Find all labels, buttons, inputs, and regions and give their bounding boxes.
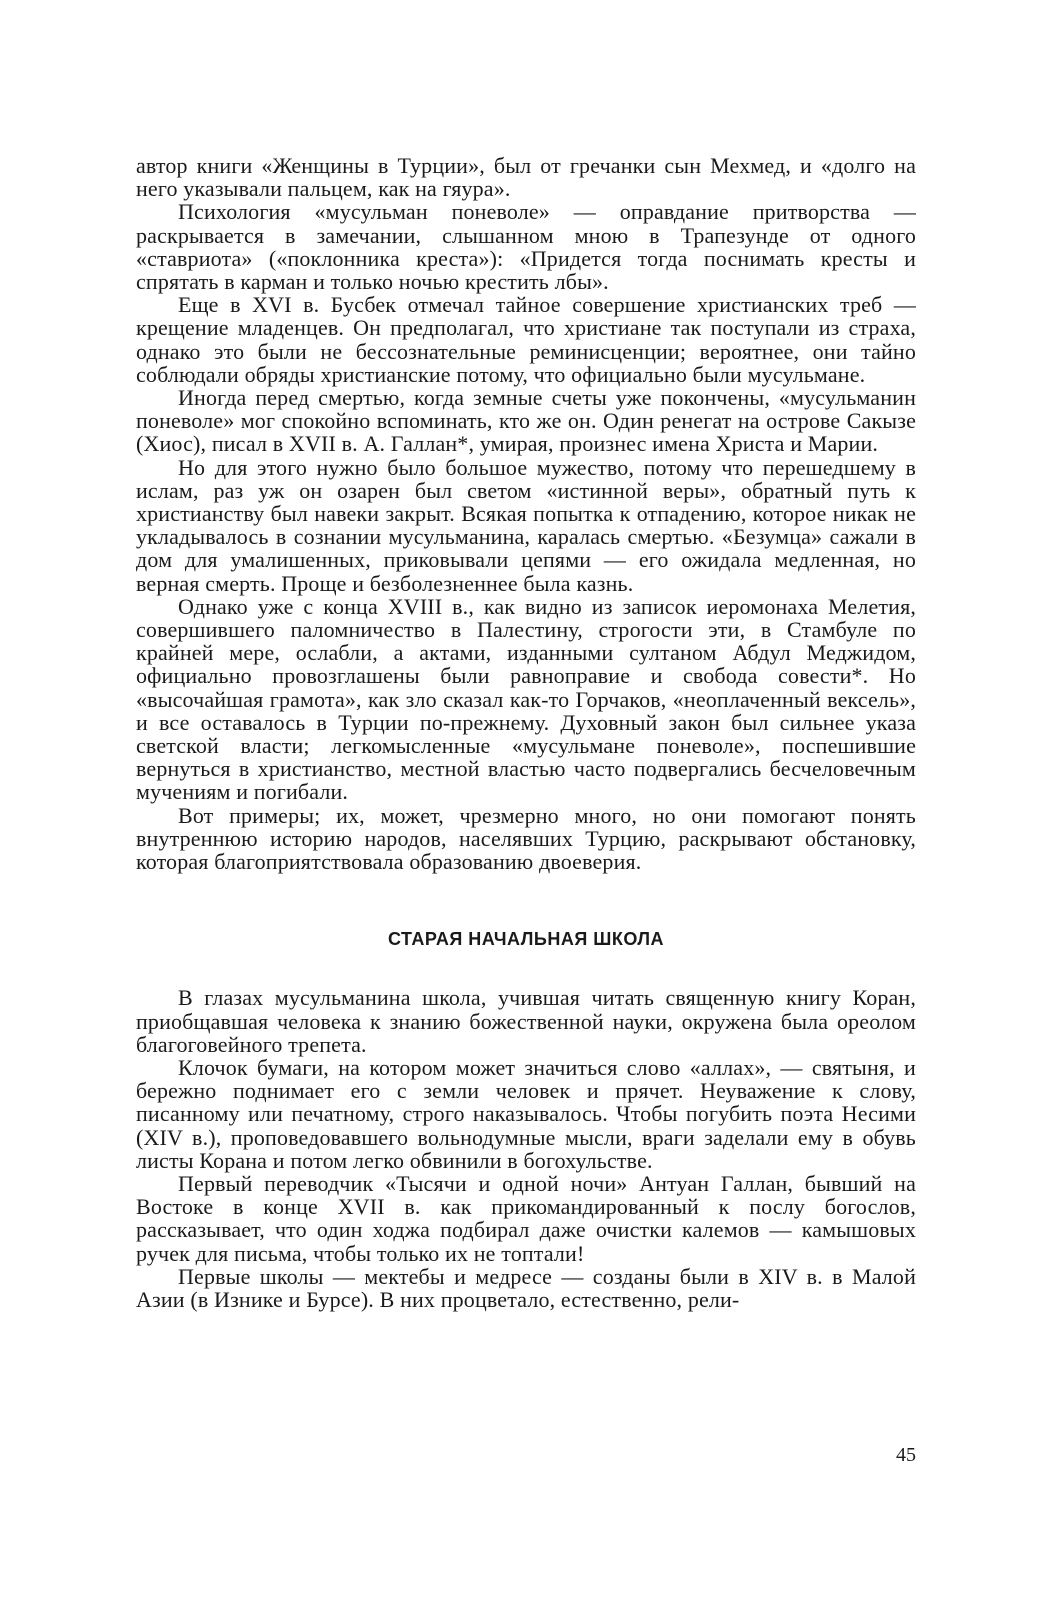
paragraph-paper-scrap: Клочок бумаги, на котором может значиться слово «аллах», — святыня, и бережно поднимает его с земли человек и прячет. Неуважение к слову, писанному или печатному, строго наказывалось. Чтобы погубить поэта Несими (XIV в.), проповедовавшего вольнодумные мысли, враги заделали ему в обувь листы Корана и потом легко обвинили в богохульстве.	[136, 1054, 916, 1173]
paragraph-busbecq: Еще в XVI в. Бусбек отмечал тайное совершение христианских треб — крещение младенцев. Он предполагал, что христиане так поступали из страха, однако это были не бессознательные реминисценции; вероятнее, они тайно соблюдали обряды христианские потому, что официально были мусульмане.	[136, 292, 916, 387]
page-body	[136, 154, 916, 1311]
section-title: СТАРАЯ НАЧАЛЬНАЯ ШКОЛА	[387, 929, 665, 950]
paragraph-examples: Вот примеры; их, может, чрезмерно много, но они помогают понять внутреннюю историю народов, населявших Турцию, раскрывают обстановку, которая благоприятствовала образованию двоеверия.	[136, 802, 916, 875]
paragraph-before-death: Иногда перед смертью, когда земные счеты уже покончены, «мусульманин поневоле» мог спокойно вспоминать, кто же он. Один ренегат на острове Сакызе (Хиос), писал в XVII в. А. Галлан*, умирая, произнес имена Христа и Марии.	[136, 385, 916, 457]
paragraph-courage: Но для этого нужно было большое мужество, потому что перешедшему в ислам, раз уж он озарен был светом «истинной веры», обратный путь к христианству был навеки закрыт. Всякая попытка к отпадению, которое никак не укладывалось в сознании мусульманина, каралась смертью. «Безумца» сажали в дом для умалишенных, приковывали цепями — его ожидала медленная, но верная смерть. Проще и безболезненнее была казнь.	[136, 454, 916, 596]
paragraph-galland: Первый переводчик «Тысячи и одной ночи» Антуан Галлан, бывший на Востоке в конце XVII в. как прикомандированный к послу богослов, рассказывает, что один ходжа подбирал даже очистки калемов — камышовых ручек для письма, чтобы только их не топтали!	[136, 1170, 916, 1266]
paragraph-psychology: Психология «мусульман поневоле» — оправдание притворства — раскрывается в замечании, слышанном мною в Трапезунде от одного «ставриота» («поклонника креста»): «Придется тогда поснимать кресты и спрятать в карман и только ночью крестить лбы».	[136, 199, 916, 295]
page-number: 45	[896, 1444, 916, 1466]
paragraph-school-reverence: В глазах мусульманина школа, учившая читать священную книгу Коран, приобщавшая человека к знанию божественной науки, окружена была ореолом благоговейного трепета.	[136, 985, 916, 1057]
paragraph-xviii-century: Однако уже с конца XVIII в., как видно из записок иеромонаха Мелетия, совершившего паломничество в Палестину, строгости эти, в Стамбуле по крайней мере, ослабли, а актами, изданными султаном Абдул Меджидом, официально провозглашены были равноправие и свобода совести*. Но «высочайшая грамота», как зло сказал как-то Горчаков, «неоплаченный вексель», и все оставалось в Турции по-прежнему. Духовный закон был сильнее указа светской власти; легкомысленные «мусульмане поневоле», поспешившие вернуться в христианство, местной властью часто подвергались бесчеловечным мучениям и погибали.	[136, 593, 916, 805]
paragraph-continuation: автор книги «Женщины в Турции», был от гречанки сын Мехмед, и «долго на него указывали пальцем, как на гяура».	[136, 153, 916, 202]
paragraph-first-schools: Первые школы — мектебы и медресе — созданы были в XIV в. в Малой Азии (в Изнике и Бурсе). В них процветало, естественно, рели-	[136, 1263, 916, 1312]
